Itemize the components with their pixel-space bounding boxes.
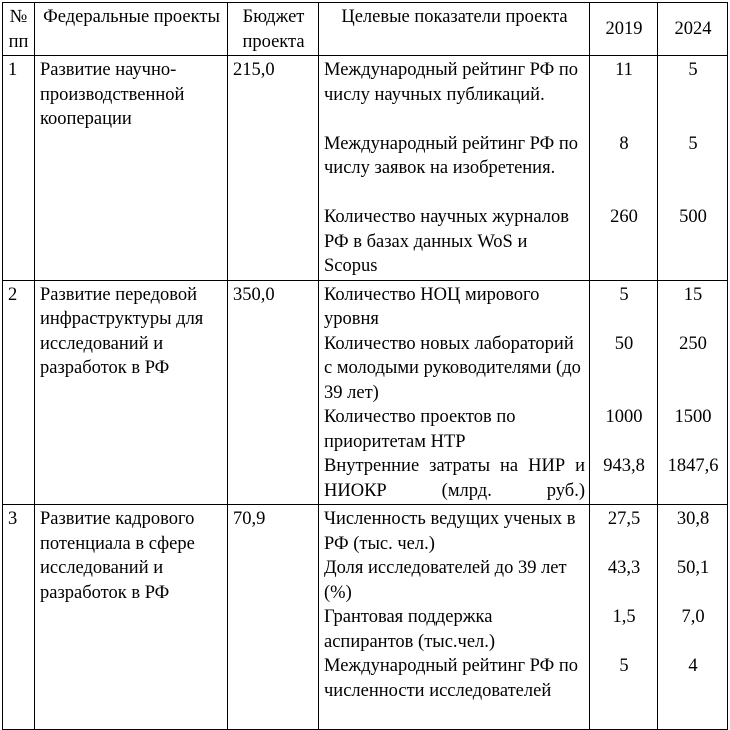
row-project: Развитие передовой инфраструктуры для исследований и разработок в РФ (35, 280, 228, 505)
indicator-text: Внутренние затраты на НИР и НИОКР (млрд. руб.) (324, 456, 585, 501)
value-2019: 50 (614, 333, 634, 354)
header-num: № пп (3, 3, 35, 56)
value-2024: 250 (679, 333, 707, 354)
federal-projects-table (2, 2, 728, 730)
row-budget: 350,0 (228, 280, 319, 505)
value-2024: 15 (683, 284, 703, 305)
row-indicators (319, 280, 590, 505)
row-num: 1 (3, 56, 35, 281)
row-values-2019 (590, 505, 658, 730)
indicator-text: Международный рейтинг РФ по числу научных публикаций. (324, 60, 579, 105)
indicator-text: Международный рейтинг РФ по числу заявок на изобретения. (324, 133, 579, 178)
indicator-text: Доля исследователей до 39 лет (%) (324, 558, 567, 603)
value-2019: 5 (619, 656, 629, 676)
header-project: Федеральные проекты (35, 3, 228, 56)
value-2019: 27,5 (607, 509, 641, 529)
value-2019: 260 (610, 207, 638, 227)
indicator-text: Грантовая поддержка аспирантов (тыс.чел.) (324, 607, 496, 652)
value-2024: 30,8 (676, 509, 710, 529)
value-2024: 4 (688, 656, 698, 676)
row-project: Развитие научно-производственной кооперации (35, 56, 228, 281)
indicator-text: Международный рейтинг РФ по численности исследователей (324, 656, 579, 701)
row-values-2024 (658, 505, 728, 730)
indicator-text: Количество НОЦ мирового уровня (324, 284, 540, 329)
table-header-row (3, 3, 728, 56)
row-indicators (319, 56, 590, 281)
value-2024: 1847,6 (667, 456, 719, 476)
table-row (3, 505, 728, 730)
value-2024: 1500 (674, 407, 712, 427)
indicator-text: Количество новых лабораторий с молодыми руководителями (до 39 лет) (324, 333, 581, 403)
row-budget: 215,0 (228, 56, 319, 281)
header-2024: 2024 (658, 3, 728, 56)
value-2024: 50,1 (676, 558, 710, 578)
row-indicators (319, 505, 590, 730)
header-indicators: Целевые показатели проекта (319, 3, 590, 56)
row-num: 3 (3, 505, 35, 730)
table-row (3, 280, 728, 505)
value-2019: 943,8 (603, 456, 645, 476)
value-2024: 7,0 (681, 607, 705, 627)
value-2024: 5 (688, 133, 698, 154)
row-project: Развитие кадрового потенциала в сфере исследований и разработок в РФ (35, 505, 228, 730)
header-budget: Бюджет проекта (228, 3, 319, 56)
row-values-2024 (658, 56, 728, 281)
value-2019: 43,3 (607, 558, 641, 578)
row-values-2024 (658, 280, 728, 505)
row-num: 2 (3, 280, 35, 505)
row-values-2019 (590, 280, 658, 505)
value-2019: 1000 (605, 407, 643, 427)
header-2019: 2019 (590, 3, 658, 56)
value-2024: 5 (688, 60, 698, 80)
value-2019: 8 (619, 133, 629, 154)
row-values-2019 (590, 56, 658, 281)
indicator-text: Количество проектов по приоритетам НТР (324, 407, 516, 452)
indicator-text: Количество научных журналов РФ в базах данных WoS и Scopus (324, 207, 570, 276)
value-2019: 1,5 (612, 607, 636, 627)
value-2019: 11 (615, 60, 633, 80)
indicator-text: Численность ведущих ученых в РФ (тыс. чел.) (324, 509, 576, 554)
value-2024: 500 (679, 207, 707, 227)
value-2019: 5 (619, 284, 629, 305)
row-budget: 70,9 (228, 505, 319, 730)
table-row (3, 56, 728, 281)
